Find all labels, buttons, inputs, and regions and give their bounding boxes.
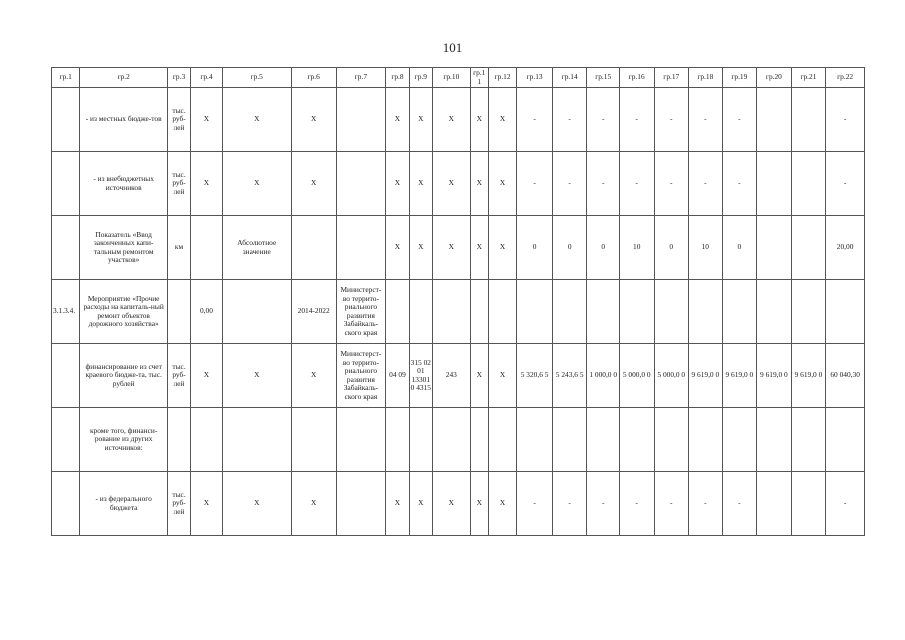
table-cell: [336, 408, 386, 472]
table-row: [52, 216, 865, 280]
table-cell: тыс. руб-лей: [167, 152, 190, 216]
table-cell: X: [386, 472, 409, 536]
table-cell: [757, 408, 792, 472]
table-cell: [336, 152, 386, 216]
table-cell: 0: [517, 216, 553, 280]
table-cell: 2014-2022: [291, 280, 336, 344]
table-cell: -: [587, 88, 620, 152]
column-header: гр.19: [722, 68, 757, 88]
table-cell: [722, 408, 757, 472]
column-header: гр.3: [167, 68, 190, 88]
table-cell: X: [409, 216, 432, 280]
table-cell: -: [654, 152, 689, 216]
table-cell: [291, 216, 336, 280]
table-cell: 0: [587, 216, 620, 280]
table-cell: X: [291, 344, 336, 408]
table-cell: X: [291, 152, 336, 216]
table-cell: Абсолютное значение: [222, 216, 291, 280]
table-cell: [470, 408, 488, 472]
table-cell: -: [517, 88, 553, 152]
table-row: [52, 280, 865, 344]
table-cell: -: [587, 152, 620, 216]
page-number: 101: [442, 40, 463, 55]
table-cell: Мероприятие «Прочие расходы на капиталь-ный ремонт объектов дорожного хозяйства»: [80, 280, 167, 344]
table-cell: X: [222, 152, 291, 216]
table-cell: 60 040,30: [826, 344, 865, 408]
table-cell: [470, 280, 488, 344]
table-cell: -: [619, 472, 654, 536]
table-cell: X: [222, 88, 291, 152]
table-cell: км: [167, 216, 190, 280]
column-header: гр.5: [222, 68, 291, 88]
table-cell: X: [191, 88, 223, 152]
table-cell: [826, 408, 865, 472]
table-cell: [552, 408, 587, 472]
column-header: гр.6: [291, 68, 336, 88]
column-header: гр.14: [552, 68, 587, 88]
table-cell: [488, 408, 516, 472]
table-cell: [167, 280, 190, 344]
table-cell: [52, 472, 80, 536]
table-cell: [52, 88, 80, 152]
table-cell: [409, 280, 432, 344]
table-cell: -: [552, 152, 587, 216]
table-cell: X: [488, 216, 516, 280]
table-cell: X: [488, 344, 516, 408]
table-cell: -: [722, 472, 757, 536]
table-cell: 9 619,0 0: [791, 344, 826, 408]
table-cell: 20,00: [826, 216, 865, 280]
table-cell: [757, 216, 792, 280]
table-cell: финансирование из счет краевого бюдже-та, тыс. рублей: [80, 344, 167, 408]
table-row: [52, 152, 865, 216]
table-cell: X: [470, 152, 488, 216]
table-cell: тыс. руб-лей: [167, 472, 190, 536]
table-cell: -: [517, 472, 553, 536]
table-cell: - из внебюджетных источников: [80, 152, 167, 216]
table-cell: X: [291, 472, 336, 536]
table-cell: -: [654, 88, 689, 152]
table-cell: -: [619, 152, 654, 216]
table-cell: [757, 88, 792, 152]
column-header: гр.13: [517, 68, 553, 88]
table-cell: X: [409, 472, 432, 536]
table-cell: [191, 408, 223, 472]
table-cell: -: [722, 152, 757, 216]
table-row: [52, 344, 865, 408]
column-header: гр.10: [433, 68, 471, 88]
column-header: гр.21: [791, 68, 826, 88]
table-row: [52, 88, 865, 152]
table-cell: 5 000,0 0: [619, 344, 654, 408]
table-cell: -: [689, 152, 723, 216]
table-cell: X: [470, 88, 488, 152]
table-cell: X: [488, 472, 516, 536]
table-cell: Показатель «Ввод законченных капи-тальным ремонтом участков»: [80, 216, 167, 280]
table-cell: 5 000,0 0: [654, 344, 689, 408]
table-cell: X: [488, 88, 516, 152]
table-cell: -: [826, 152, 865, 216]
table-cell: X: [386, 216, 409, 280]
table-cell: [791, 216, 826, 280]
table-cell: 9 619,0 0: [757, 344, 792, 408]
table-cell: 315 02 01 133010 4315: [409, 344, 432, 408]
table-cell: -: [722, 88, 757, 152]
table-cell: [488, 280, 516, 344]
table-cell: -: [654, 472, 689, 536]
table-cell: [689, 280, 723, 344]
table-cell: -: [552, 88, 587, 152]
table-cell: [386, 280, 409, 344]
table-cell: 1 000,0 0: [587, 344, 620, 408]
table-cell: 0: [722, 216, 757, 280]
table-cell: 0: [654, 216, 689, 280]
table-cell: [433, 280, 471, 344]
table-cell: -: [587, 472, 620, 536]
budget-table: [51, 67, 865, 536]
table-cell: X: [191, 472, 223, 536]
table-cell: [654, 408, 689, 472]
column-header: гр.17: [654, 68, 689, 88]
table-cell: 04 09: [386, 344, 409, 408]
table-cell: Министерст-во террито-риального развития Забайкаль-ского края: [336, 344, 386, 408]
table-cell: 10: [619, 216, 654, 280]
column-header: гр.12: [488, 68, 516, 88]
table-cell: X: [222, 472, 291, 536]
column-header: гр.18: [689, 68, 723, 88]
table-cell: X: [433, 472, 471, 536]
table-cell: [791, 152, 826, 216]
column-header: гр.11: [470, 68, 488, 88]
table-cell: [433, 408, 471, 472]
table-cell: [654, 280, 689, 344]
column-header: гр.16: [619, 68, 654, 88]
table-cell: [552, 280, 587, 344]
table-cell: X: [191, 152, 223, 216]
table-cell: X: [386, 88, 409, 152]
table-cell: X: [222, 344, 291, 408]
table-cell: [291, 408, 336, 472]
column-header: гр.1: [52, 68, 80, 88]
table-cell: [722, 280, 757, 344]
table-cell: [336, 472, 386, 536]
table-cell: -: [552, 472, 587, 536]
table-cell: -: [826, 88, 865, 152]
table-cell: [689, 408, 723, 472]
table-cell: -: [689, 88, 723, 152]
table-cell: X: [470, 472, 488, 536]
table-cell: [222, 408, 291, 472]
table-cell: тыс. руб-лей: [167, 88, 190, 152]
table-cell: -: [517, 152, 553, 216]
table-cell: [167, 408, 190, 472]
table-cell: X: [191, 344, 223, 408]
table-cell: [191, 216, 223, 280]
table-cell: X: [291, 88, 336, 152]
table-cell: 9 619,0 0: [689, 344, 723, 408]
column-header: гр.9: [409, 68, 432, 88]
table-cell: X: [386, 152, 409, 216]
table-cell: X: [488, 152, 516, 216]
table-cell: X: [470, 344, 488, 408]
table-cell: X: [433, 216, 471, 280]
table-cell: [517, 408, 553, 472]
table-cell: [517, 280, 553, 344]
table-cell: [409, 408, 432, 472]
table-cell: [757, 472, 792, 536]
table-cell: 0,00: [191, 280, 223, 344]
table-cell: X: [433, 152, 471, 216]
table-cell: [757, 152, 792, 216]
column-header: гр.15: [587, 68, 620, 88]
table-cell: X: [470, 216, 488, 280]
table-cell: [791, 408, 826, 472]
table-cell: [791, 472, 826, 536]
table-cell: [386, 408, 409, 472]
table-cell: -: [619, 88, 654, 152]
table-cell: X: [433, 88, 471, 152]
table-cell: 10: [689, 216, 723, 280]
table-cell: -: [689, 472, 723, 536]
table-cell: 3.1.3.4.: [52, 280, 80, 344]
table-cell: [587, 280, 620, 344]
header-row: [52, 68, 865, 88]
table-cell: [52, 408, 80, 472]
table-cell: тыс. руб-лей: [167, 344, 190, 408]
table-cell: 5 320,6 5: [517, 344, 553, 408]
table-cell: [336, 88, 386, 152]
table-cell: [757, 280, 792, 344]
table-cell: 9 619,0 0: [722, 344, 757, 408]
column-header: гр.22: [826, 68, 865, 88]
table-cell: [222, 280, 291, 344]
table-cell: [336, 216, 386, 280]
table-cell: X: [409, 152, 432, 216]
table-cell: - из местных бюдже-тов: [80, 88, 167, 152]
table-cell: 243: [433, 344, 471, 408]
table-cell: [791, 88, 826, 152]
column-header: гр.2: [80, 68, 167, 88]
table-cell: [826, 280, 865, 344]
table-cell: [587, 408, 620, 472]
column-header: гр.4: [191, 68, 223, 88]
table-cell: [52, 344, 80, 408]
table-cell: [791, 280, 826, 344]
table-row: [52, 408, 865, 472]
column-header: гр.20: [757, 68, 792, 88]
table-cell: Министерст-во террито-риального развития Забайкаль-ского края: [336, 280, 386, 344]
table-cell: кроме того, финанси-рование из других источников:: [80, 408, 167, 472]
table-cell: 5 243,6 5: [552, 344, 587, 408]
table-cell: 0: [552, 216, 587, 280]
table-row: [52, 472, 865, 536]
table-cell: [619, 280, 654, 344]
table-cell: [52, 216, 80, 280]
table-cell: [619, 408, 654, 472]
table-cell: - из федерального бюджета: [80, 472, 167, 536]
table-cell: X: [409, 88, 432, 152]
column-header: гр.8: [386, 68, 409, 88]
table-cell: [52, 152, 80, 216]
column-header: гр.7: [336, 68, 386, 88]
table-cell: -: [826, 472, 865, 536]
